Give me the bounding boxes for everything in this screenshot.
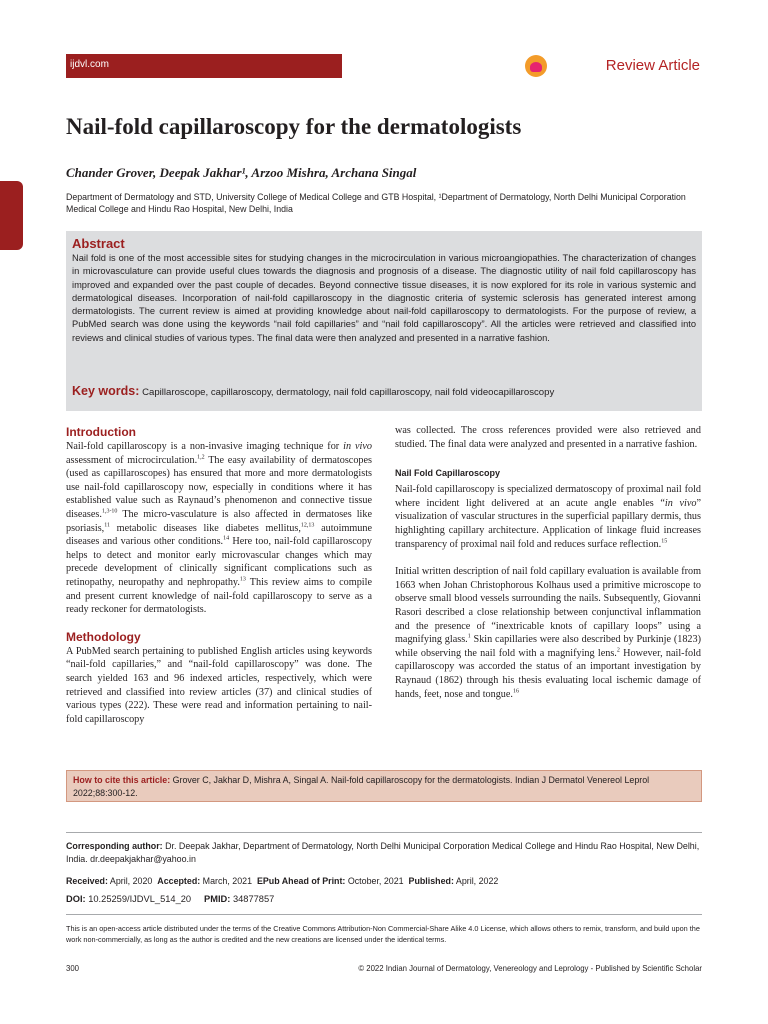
methodology-paragraph: A PubMed search pertaining to published English articles using keywords “nail-fold capillaries,” and “nail-fold capillaroscopy” was done. The search yielded 163 and 96 indexed articles, respectively, which were retrieved and classified into review articles (37) and clinical studies of various types (222). These were read and information pertaining to nail-fold capillaroscopy: [66, 645, 372, 725]
correspondence-label: Corresponding author:: [66, 841, 163, 851]
article-type-label: Review Article: [605, 57, 700, 74]
methodology-continued: was collected. The cross references provided were also retrieved and studied. The final data were analyzed and presented in a narrative fashion.: [395, 425, 701, 450]
right-column: [395, 424, 701, 701]
side-tab-marker: [0, 181, 23, 250]
doi-link[interactable]: 10.25259/IJDVL_514_20: [88, 894, 192, 904]
correspondence-text: Dr. Deepak Jakhar, Department of Dermatology, North Delhi Municipal Corporation Medical College and Hindu Rao Hospital, New Delhi, India. dr.deepakjakhar@yahoo.in: [66, 841, 700, 864]
abstract-box: [66, 231, 702, 411]
divider: [66, 914, 702, 915]
pmid-link[interactable]: 34877857: [232, 894, 275, 904]
license-text: This is an open-access article distributed under the terms of the Creative Commons Attribution-Non Commercial-Share Alike 4.0 License, which allows others to remix, transform, and build upon the work non-commercially, as long as the author is credited and the new creations are licensed under the identical terms.: [66, 924, 700, 944]
introduction-paragraph: Nail-fold capillaroscopy is a non-invasive imaging technique for in vivo assessment of microcirculation.$^{1,2}$ The easy availability of dermatoscopes (used as capillaroscopes) has ensured that more and more dermatologists use nail-fold capillaroscopy now, especially in conditions where it has established value such as Raynaud’s phenomenon and connective tissue diseases.$^{1,3-10}$ The micro-vasculature is also affected in dermatoses like psoriasis,$^{11}$ metabolic diseases like diabetes mellitus,$^{12,13}$ autoimmune diseases and various other conditions.$^{14}$ Here too, nail-fold capillaroscopy helps to detect and monitor early microvascular changes which may precede development of clinically significant complications such as retinopathy, neuropathy and nephropathy.$^{13}$ This review aims to compile and present current knowledge of nail-fold capillaroscopy to serve as a ready reckoner for dermatologists.: [66, 441, 373, 616]
copyright-footer: © 2022 Indian Journal of Dermatology, Venereology and Leprology - Published by Scientific Scholar: [358, 964, 702, 973]
nail-fold-capillaroscopy-heading: Nail Fold Capillaroscopy: [395, 468, 501, 479]
left-column: [66, 424, 372, 726]
article-title: Nail-fold capillaroscopy for the dermatologists: [66, 114, 522, 139]
open-access-icon: [525, 55, 547, 77]
affiliation: Department of Dermatology and STD, University College of Medical College and GTB Hospital, ¹Department of Dermatology, North Delhi Municipal Corporation Medical College and Hindu Rao Hospital, New Delhi, India: [66, 192, 686, 214]
article-ids: DOI: 10.25259/IJDVL_514_20 PMID: 34877857: [66, 894, 275, 904]
page-number: 300: [66, 964, 80, 973]
author-list: Chander Grover, Deepak Jakhar¹, Arzoo Mishra, Archana Singal: [66, 165, 417, 180]
journal-site-link[interactable]: ijdvl.com: [70, 59, 109, 70]
cite-text: Grover C, Jakhar D, Mishra A, Singal A. Nail-fold capillaroscopy for the dermatologists. Indian J Dermatol Venereol Leprol 2022;88:300-12.: [73, 775, 650, 798]
abstract-text: Nail fold is one of the most accessible sites for studying changes in the microcirculation in various microangiopathies. The characterization of changes in microvasculature can provide useful clues towards the diagnosis and prognosis of a disease. The diagnostic utility of nail fold capillaroscopy has improved and expanded over the past couple of decades. Beyond connective tissue diseases, it is now explored for its role in various systemic and dermatological diseases. Incorporation of nail-fold capillaroscopy in the diagnostic criteria of systemic sclerosis has generated interest among dermatologists. The current review is aimed at providing knowledge about nail-fold capillaroscopy to dermatologists. For the purpose of review, a PubMed search was done using the keywords “nail fold capillaries” and “nail fold capillaroscopy”. All the articles were retrieved and classified into reviews and clinical studies of various types. The final data were then analyzed and presented in a narrative fashion.: [72, 253, 696, 343]
divider: [66, 832, 702, 833]
how-to-cite-box: [66, 770, 702, 802]
abstract-heading: Abstract: [72, 236, 125, 251]
methodology-heading: Methodology: [66, 629, 141, 644]
cite-label: How to cite this article:: [73, 775, 171, 785]
history-paragraph: Initial written description of nail fold capillary evaluation is available from 1663 when Johan Christophorous Kolhaus used a primitive microscope to observe small blood vessels surrounding the nails. Subsequently, Giovanni Rasori described a close relationship between conjunctival inflammation and the presence of “inextricable knots of capillary loops” using a magnifying glass.$^1$ Skin capillaries were also described by Purkinje (1823) while observing the nail fold with a magnifying lens.$^2$ However, nail-fold capillaroscopy was accorded the status of an important investigation by Raynaud (1862) through his thesis evaluating local ischemic damage of hands, feet, nose and tongue.$^{16}$: [395, 566, 701, 700]
article-dates: Received: April, 2020 Accepted: March, 2021 EPub Ahead of Print: October, 2021 Published: April, 2022: [66, 876, 499, 886]
correspondence: [66, 840, 702, 865]
keywords-text: Capillaroscope, capillaroscopy, dermatology, nail fold capillaroscopy, nail fold videocapillaroscopy: [142, 387, 555, 398]
introduction-heading: Introduction: [66, 425, 136, 439]
keywords-label: Key words:: [72, 384, 140, 398]
header-bar: [66, 54, 342, 78]
keywords-row: [72, 384, 554, 398]
nfc-paragraph: Nail-fold capillaroscopy is specialized dermatoscopy of proximal nail fold where incident light delivered at an acute angle enables “in vivo” visualization of vascular structures in the superficial papillary dermis, thus highlighting capillary architecture. Application of linkage fluid increases transparency of proximal nail fold and reduces surface reflection.$^{15}$: [395, 484, 701, 550]
